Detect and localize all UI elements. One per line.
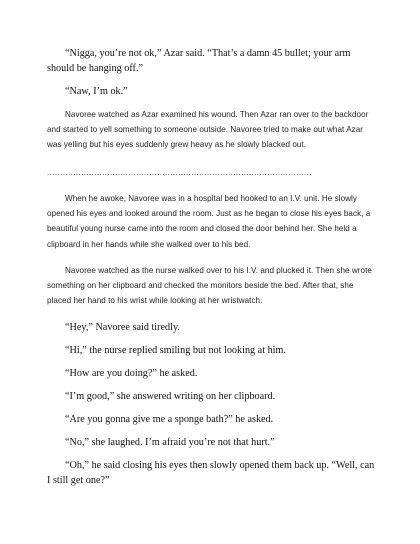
paragraph-7: “Hi,” the nurse replied smiling but not looking at him. bbox=[65, 345, 286, 356]
paragraph-11: “No,” she laughed. I’m afraid you’re not that hurt.” bbox=[65, 437, 275, 448]
scene-break-dots: ..................................................................................................... bbox=[47, 168, 312, 177]
paragraph-1: “Nigga, you’re not ok,” Azar said. “That’s a damn 45 bullet; your arm should be hanging off.” bbox=[47, 48, 351, 75]
paragraph-8: “How are you doing?” he asked. bbox=[65, 368, 198, 379]
paragraph-9: “I’m good,” she answered writing on her clipboard. bbox=[65, 391, 276, 402]
paragraph-6: “Hey,” Navoree said tiredly. bbox=[65, 322, 180, 333]
paragraph-5: Navoree watched as the nurse walked over to his I.V. and plucked it. Then she wrote something on her clipboard and checked the monitors beside the bed. After that, she placed her hand to his wrist while looking at her wristwatch. bbox=[47, 266, 372, 306]
paragraph-2: “Naw, I’m ok.” bbox=[65, 86, 128, 97]
paragraph-10: “Are you gonna give me a sponge bath?” he asked. bbox=[65, 414, 274, 425]
paragraph-3: Navoree watched as Azar examined his wound. Then Azar ran over to the backdoor and started to yell something to someone outside. Navoree tried to make out what Azar was yelling but his eyes suddenly grew heavy as he slowly blacked out. bbox=[47, 110, 369, 150]
paragraph-4: When he awoke, Navoree was in a hospital bed hooked to an I.V. unit. He slowly opened his eyes and looked around the room. Just as he began to close his eyes back, a beautiful young nurse came into the room and closed the door behind her. She held a clipboard in her hands while she walked over to his bed. bbox=[47, 194, 371, 249]
paragraph-12: “Oh,” he said closing his eyes then slowly opened them back up. “Well, can I still get one?” bbox=[47, 460, 375, 487]
